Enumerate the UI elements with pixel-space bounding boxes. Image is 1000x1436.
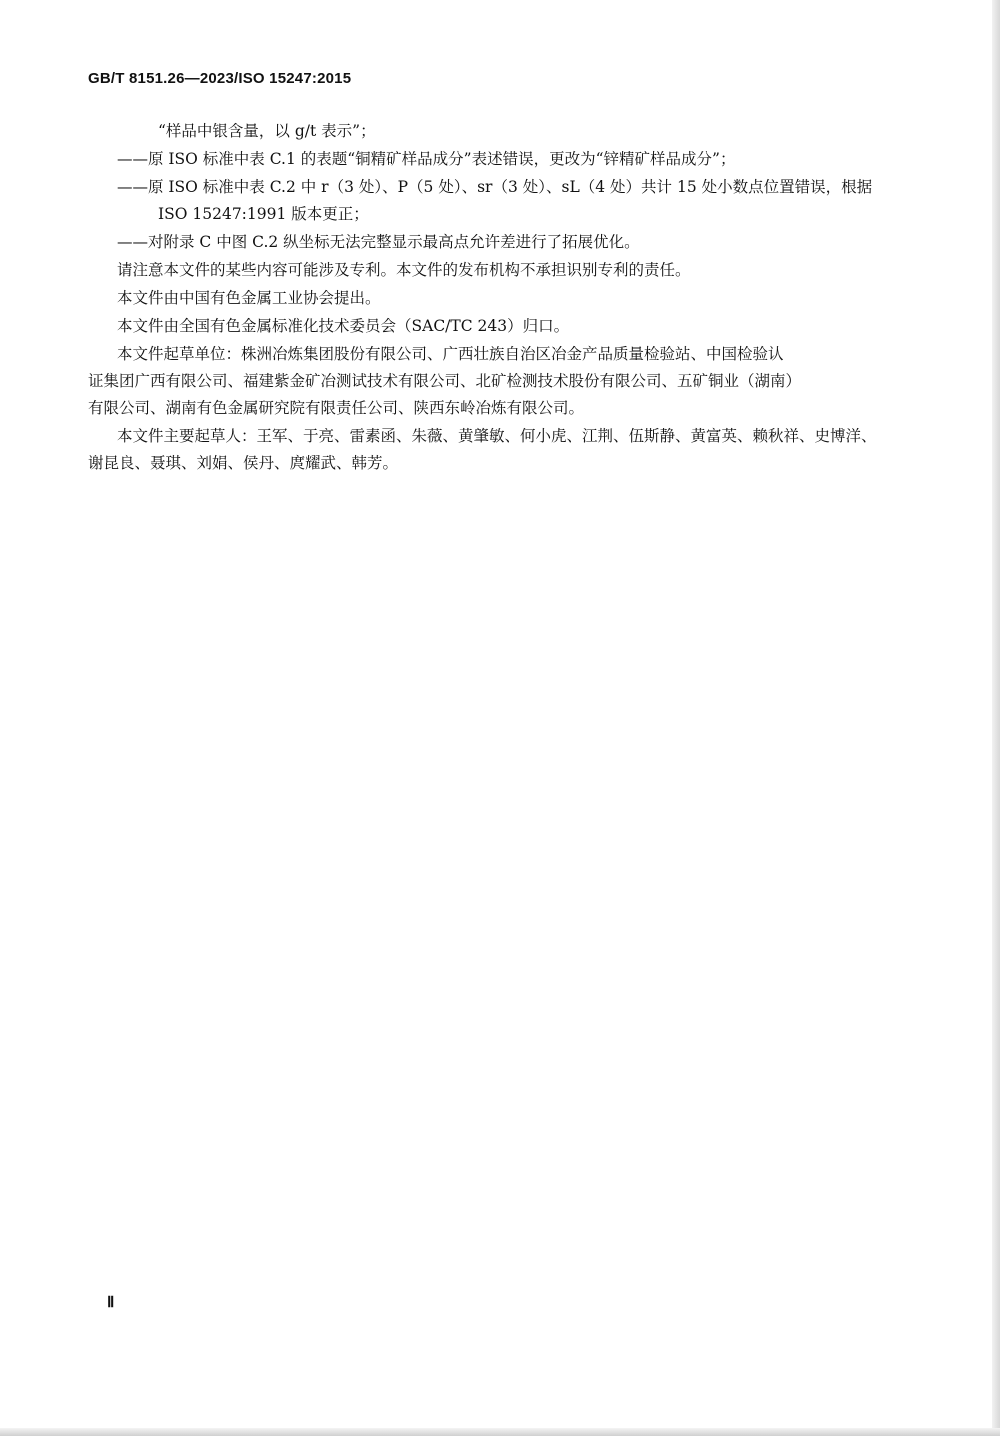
- list-item: ——原 ISO 标准中表 C.1 的表题“铜精矿样品成分”表述错误，更改为“锌精矿样品成分”；: [117, 150, 736, 168]
- list-item: ——对附录 C 中图 C.2 纵坐标无法完整显示最高点允许差进行了拓展优化。: [117, 233, 640, 251]
- list-item: ——原 ISO 标准中表 C.2 中 r（3 处）、P（5 处）、sr（3 处）、sL（4 处）共计 15 处小数点位置错误，根据: [117, 178, 873, 196]
- document-header: GB/T 8151.26—2023/ISO 15247:2015: [88, 70, 352, 87]
- page-edge-bottom: [0, 1428, 1000, 1436]
- paragraph: 本文件起草单位：株洲冶炼集团股份有限公司、广西壮族自治区冶金产品质量检验站、中国检验认: [117, 345, 784, 363]
- paragraph: 本文件由中国有色金属工业协会提出。: [117, 289, 381, 307]
- document-body: [88, 118, 888, 477]
- paragraph-continuation: 证集团广西有限公司、福建紫金矿冶测试技术有限公司、北矿检测技术股份有限公司、五矿铜业（湖南）: [88, 372, 802, 390]
- text-line: ISO 15247:1991 版本更正；: [158, 205, 369, 223]
- page-edge-right: [992, 0, 1000, 1436]
- paragraph-continuation: 谢昆良、聂琪、刘娟、侯丹、庹耀武、韩芳。: [88, 454, 399, 472]
- page-number: Ⅱ: [107, 1295, 115, 1311]
- paragraph: 本文件主要起草人：王军、于亮、雷素函、朱薇、黄肇敏、何小虎、江荆、伍斯静、黄富英、赖秋祥、史博洋、: [117, 427, 877, 445]
- paragraph: 本文件由全国有色金属标准化技术委员会（SAC/TC 243）归口。: [117, 317, 570, 335]
- paragraph-continuation: 有限公司、湖南有色金属研究院有限责任公司、陕西东岭冶炼有限公司。: [88, 399, 585, 417]
- paragraph: 请注意本文件的某些内容可能涉及专利。本文件的发布机构不承担识别专利的责任。: [117, 261, 691, 279]
- text-line: “样品中银含量，以 g/t 表示”；: [158, 122, 376, 140]
